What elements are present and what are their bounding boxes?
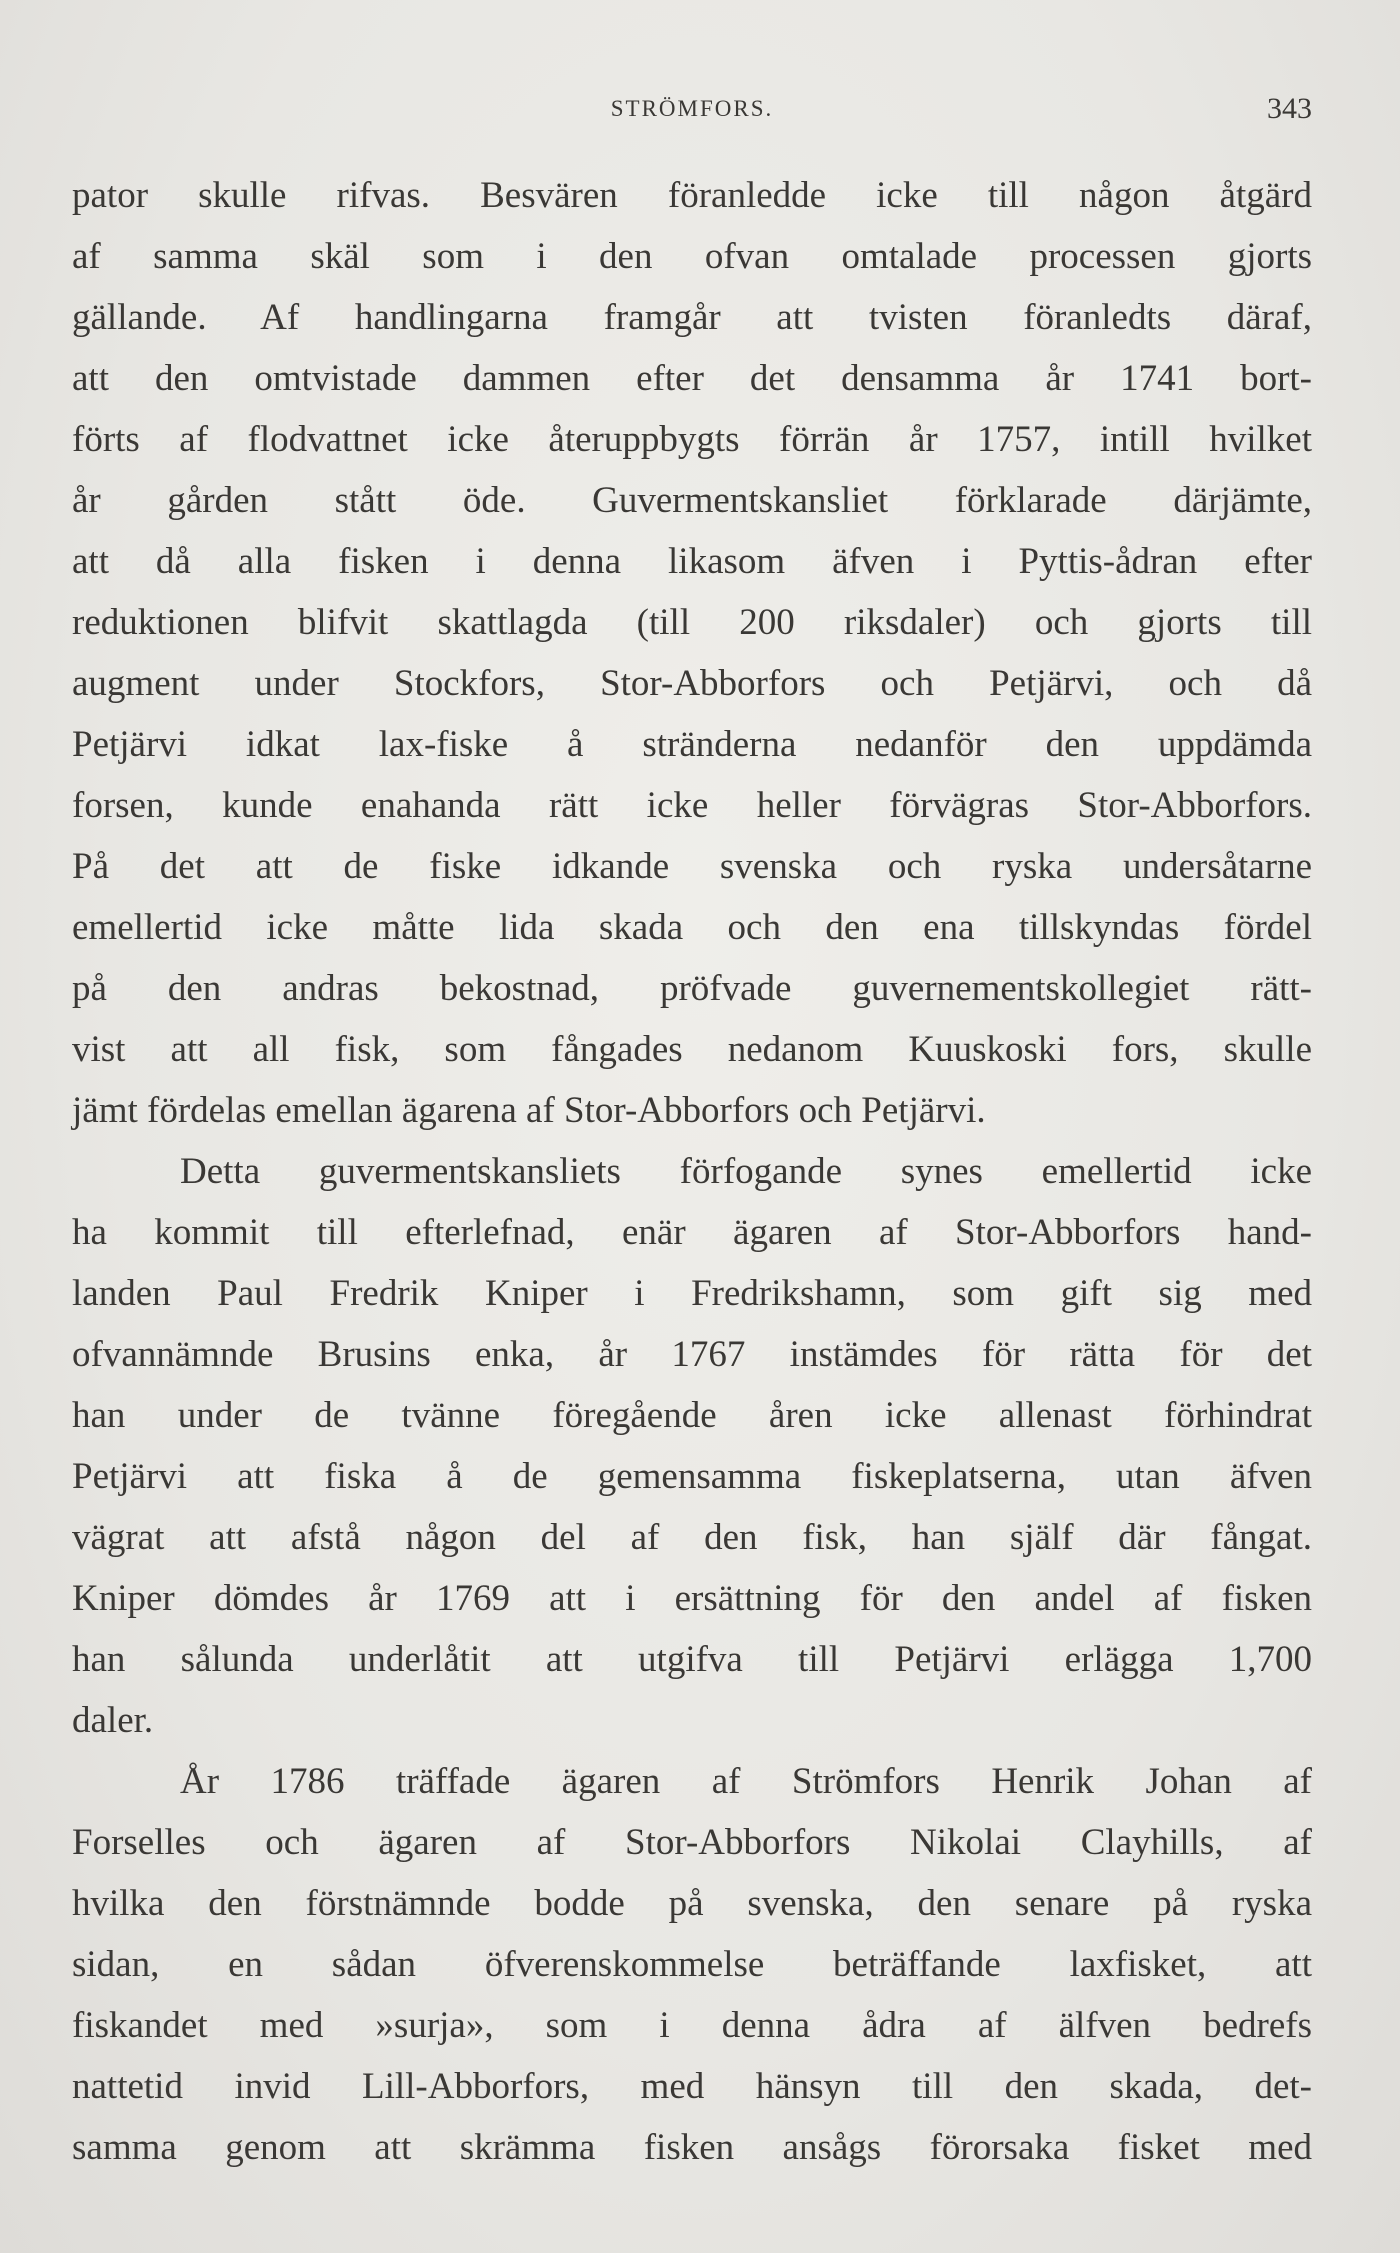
text-line: han under de tvänne föregående åren icke allenast förhindrat (72, 1395, 1312, 1436)
text-line: ha kommit till efterlefnad, enär ägaren af Stor-Abborfors hand- (72, 1212, 1312, 1253)
text-line: han sålunda underlåtit att utgifva till Petjärvi erlägga 1,700 (72, 1639, 1312, 1680)
page-header (72, 92, 1312, 132)
text-line: År 1786 träffade ägaren af Strömfors Henrik Johan af (180, 1761, 1312, 1802)
text-line: på den andras bekostnad, pröfvade guvernementskollegiet rätt- (72, 968, 1312, 1009)
text-line: vägrat att afstå någon del af den fisk, han själf där fångat. (72, 1517, 1312, 1558)
text-line: att den omtvistade dammen efter det densamma år 1741 bort- (72, 358, 1312, 399)
text-line: På det att de fiske idkande svenska och ryska undersåtarne (72, 846, 1312, 887)
text-line: emellertid icke måtte lida skada och den ena tillskyndas fördel (72, 907, 1312, 948)
text-line: Detta guvermentskansliets förfogande synes emellertid icke (180, 1151, 1312, 1192)
text-line: af samma skäl som i den ofvan omtalade processen gjorts (72, 236, 1312, 277)
text-line: forsen, kunde enahanda rätt icke heller förvägras Stor-Abborfors. (72, 785, 1312, 826)
text-line: år gården stått öde. Guvermentskansliet förklarade därjämte, (72, 480, 1312, 521)
text-line: nattetid invid Lill-Abborfors, med hänsyn till den skada, det- (72, 2066, 1312, 2107)
text-line: hvilka den förstnämnde bodde på svenska, den senare på ryska (72, 1883, 1312, 1924)
text-line: Petjärvi att fiska å de gemensamma fiskeplatserna, utan äfven (72, 1456, 1312, 1497)
text-line: landen Paul Fredrik Kniper i Fredrikshamn, som gift sig med (72, 1273, 1312, 1314)
text-line: Petjärvi idkat lax-fiske å stränderna nedanför den uppdämda (72, 724, 1312, 765)
text-line: samma genom att skrämma fisken ansågs förorsaka fisket med (72, 2127, 1312, 2168)
body-text (72, 165, 1312, 2178)
text-line: sidan, en sådan öfverenskommelse beträffande laxfisket, att (72, 1944, 1312, 1985)
text-line: att då alla fisken i denna likasom äfven i Pyttis-ådran efter (72, 541, 1312, 582)
text-line: ofvannämnde Brusins enka, år 1767 instämdes för rätta för det (72, 1334, 1312, 1375)
text-line: daler. (72, 1700, 154, 1741)
text-line: jämt fördelas emellan ägarena af Stor-Abborfors och Petjärvi. (72, 1090, 986, 1131)
text-line: förts af flodvattnet icke återuppbygts förrän år 1757, intill hvilket (72, 419, 1312, 460)
text-line: gällande. Af handlingarna framgår att tvisten föranledts däraf, (72, 297, 1312, 338)
text-line: augment under Stockfors, Stor-Abborfors och Petjärvi, och då (72, 663, 1312, 704)
page-number: 343 (1267, 92, 1312, 125)
text-line: Forselles och ägaren af Stor-Abborfors Nikolai Clayhills, af (72, 1822, 1312, 1863)
text-line: fiskandet med »surja», som i denna ådra af älfven bedrefs (72, 2005, 1312, 2046)
running-title: STRÖMFORS. (610, 96, 774, 121)
text-line: reduktionen blifvit skattlagda (till 200 riksdaler) och gjorts till (72, 602, 1312, 643)
text-line: pator skulle rifvas. Besvären föranledde icke till någon åtgärd (72, 175, 1312, 216)
text-line: vist att all fisk, som fångades nedanom Kuuskoski fors, skulle (72, 1029, 1312, 1070)
text-line: Kniper dömdes år 1769 att i ersättning för den andel af fisken (72, 1578, 1312, 1619)
